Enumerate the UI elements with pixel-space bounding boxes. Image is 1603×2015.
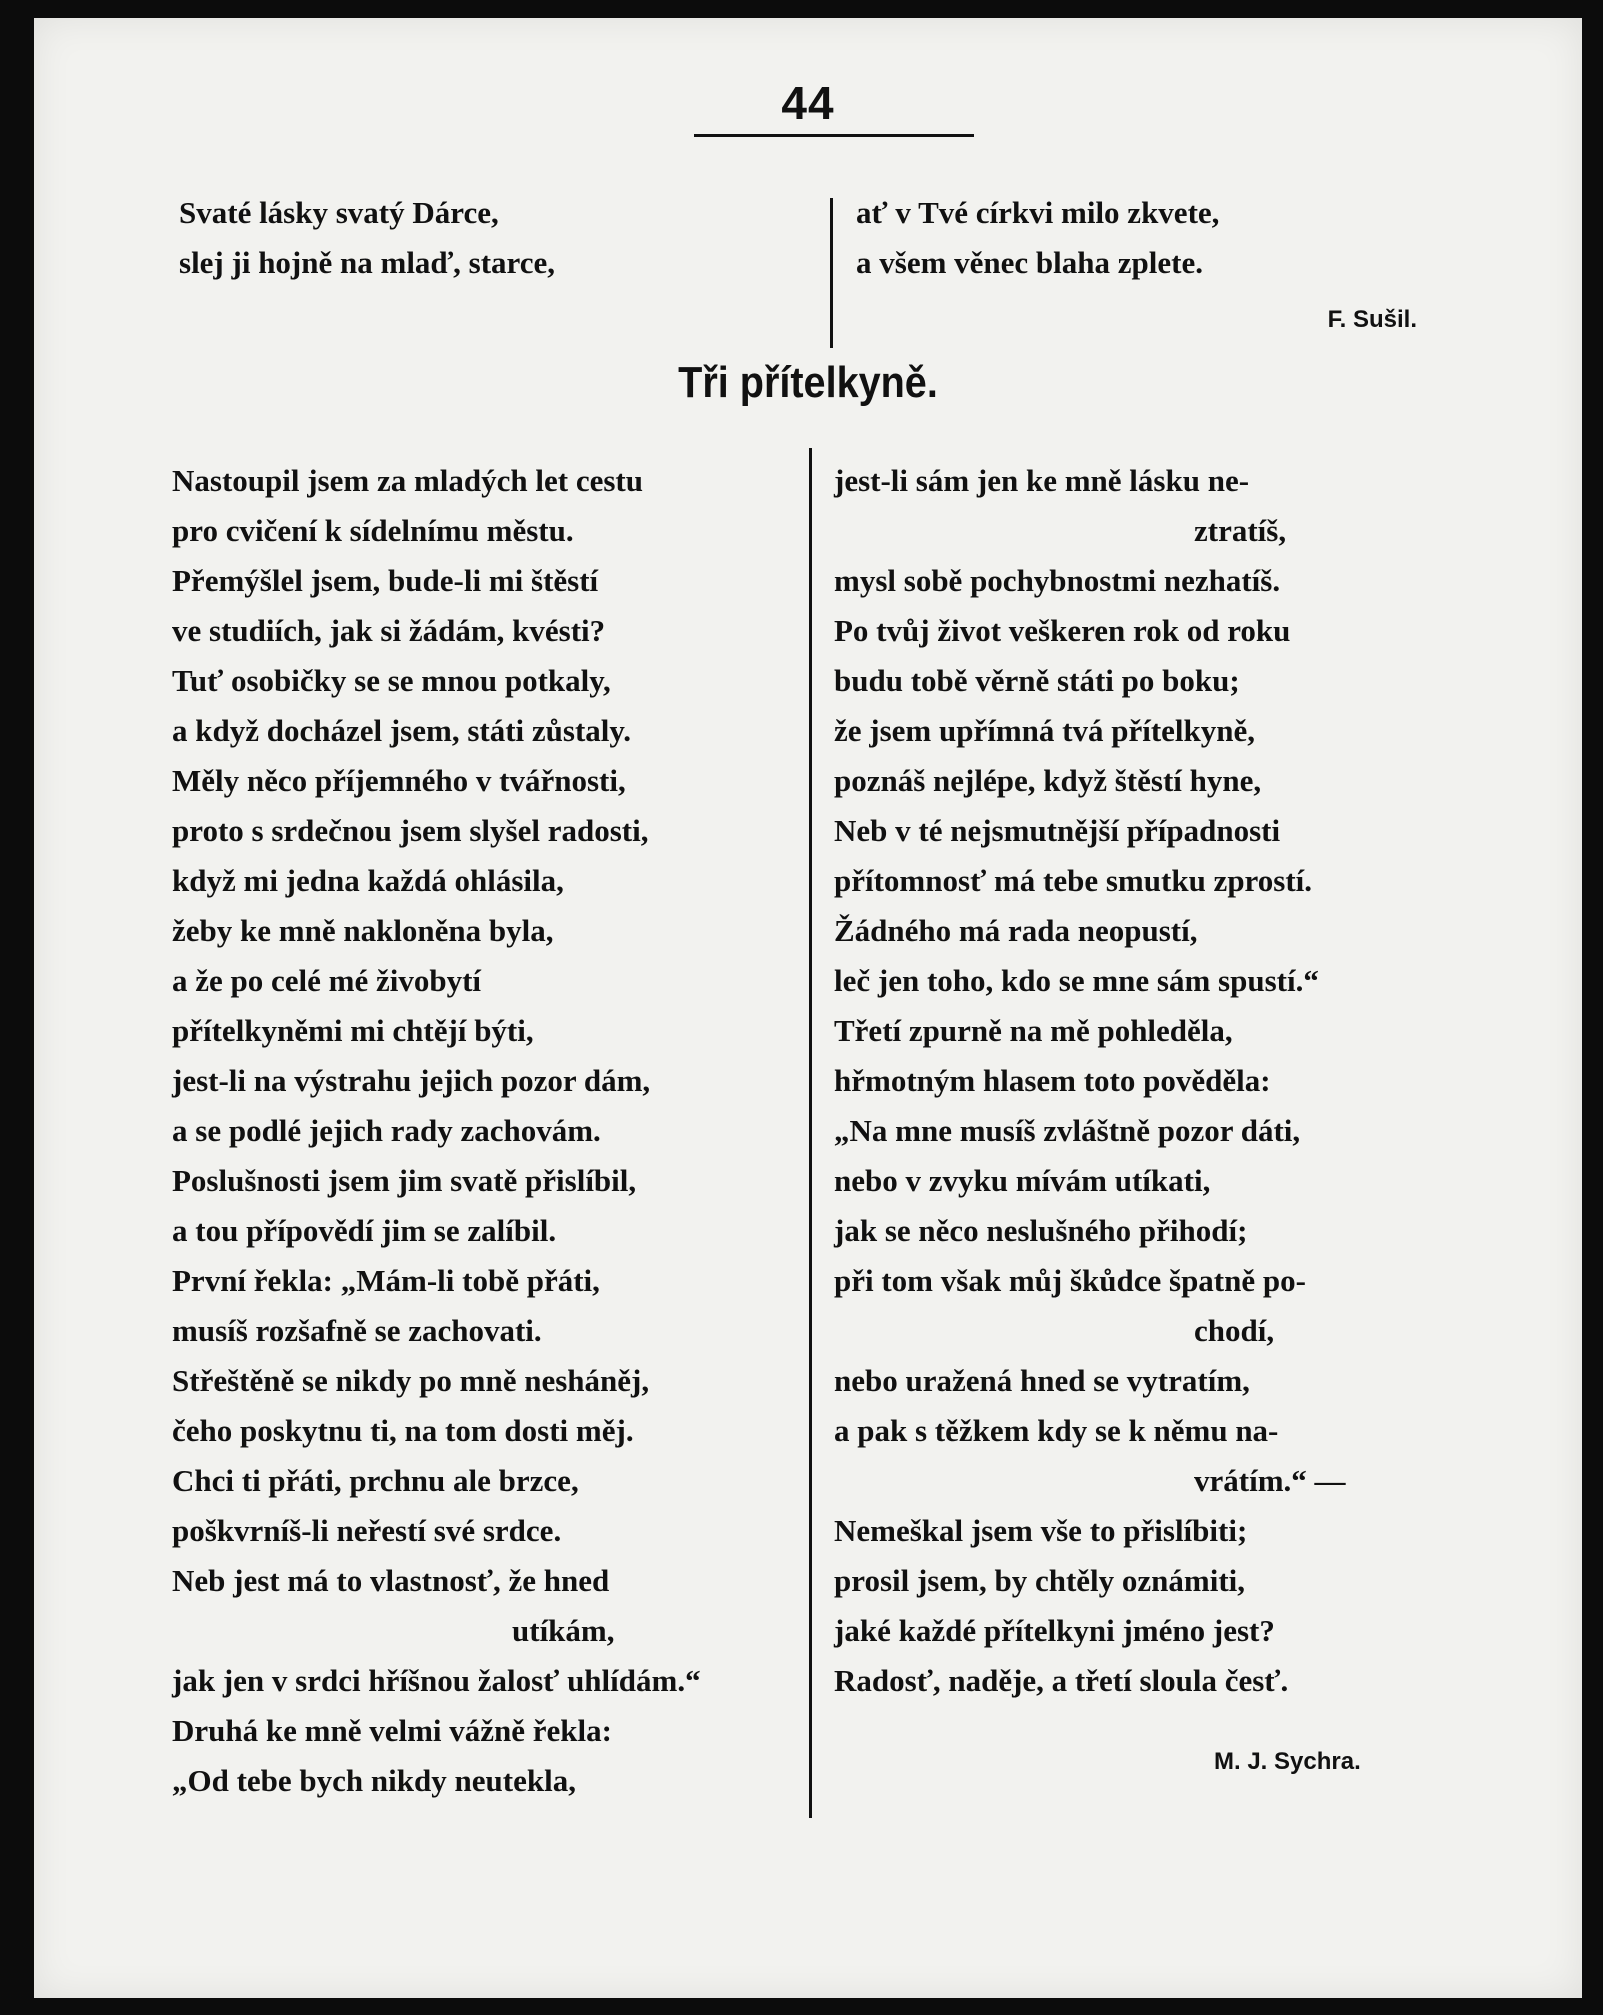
poem-left-column	[172, 456, 792, 1806]
poem-line: jak jen v srdci hříšnou žalosť uhlídám.“	[172, 1663, 701, 1698]
poem-line: hřmotným hlasem toto pověděla:	[834, 1063, 1271, 1098]
poem-line: musíš rozšafně se zachovati.	[172, 1313, 542, 1348]
poem-line: a tou přípovědí jim se zalíbil.	[172, 1213, 557, 1248]
poem-line: Poslušnosti jsem jim svatě přislíbil,	[172, 1163, 637, 1198]
poem-line: přítomnosť má tebe smutku zprostí.	[834, 863, 1313, 898]
poem-line: a že po celé mé živobytí	[172, 963, 482, 998]
top-poem-line: ať v Tvé církvi milo zkvete,	[856, 195, 1220, 230]
poem-line: jak se něco neslušného přihodí;	[834, 1213, 1248, 1248]
column-divider-main	[809, 448, 812, 1818]
poem-line: Třetí zpurně na mě pohleděla,	[834, 1013, 1233, 1048]
book-page	[34, 18, 1582, 1998]
poem-line: Žádného má rada neopustí,	[834, 913, 1198, 948]
poem-line: Tuť osobičky se se mnou potkaly,	[172, 663, 611, 698]
top-poem-author: F. Sušil.	[1327, 306, 1417, 333]
poem-line: Po tvůj život veškeren rok od roku	[834, 613, 1291, 648]
top-poem-left	[179, 188, 555, 288]
poem-line: poznáš nejlépe, když štěstí hyne,	[834, 763, 1262, 798]
poem-line: nebo v zvyku mívám utíkati,	[834, 1163, 1211, 1198]
poem-line: a se podlé jejich rady zachovám.	[172, 1113, 601, 1148]
top-poem-line: slej ji hojně na mlaď, starce,	[179, 245, 556, 280]
poem-line: budu tobě věrně státi po boku;	[834, 663, 1240, 698]
poem-line: jaké každé přítelkyni jméno jest?	[834, 1613, 1275, 1648]
poem-line: Nastoupil jsem za mladých let cestu	[172, 463, 643, 498]
top-poem-right	[856, 188, 1219, 288]
poem-line: a pak s těžkem kdy se k němu na-	[834, 1413, 1279, 1448]
poem-line: žeby ke mně nakloněna byla,	[172, 913, 554, 948]
poem-line: leč jen toho, kdo se mne sám spustí.“	[834, 963, 1319, 998]
poem-line: Neb v té nejsmutnější případnosti	[834, 813, 1281, 848]
poem-line-continuation: utíkám,	[512, 1613, 615, 1648]
poem-line: při tom však můj škůdce špatně po-	[834, 1263, 1306, 1298]
poem-line: čeho poskytnu ti, na tom dosti měj.	[172, 1413, 634, 1448]
poem-line: proto s srdečnou jsem slyšel radosti,	[172, 813, 649, 848]
page-number: 44	[781, 77, 835, 129]
poem-line: Druhá ke mně velmi vážně řekla:	[172, 1713, 612, 1748]
poem-line: a když docházel jsem, státi zůstaly.	[172, 713, 631, 748]
poem-line: když mi jedna každá ohlásila,	[172, 863, 564, 898]
poem-line-continuation: chodí,	[1194, 1313, 1275, 1348]
poem-line-continuation: vrátím.“ —	[1194, 1463, 1346, 1498]
poem-title: Tři přítelkyně.	[678, 358, 938, 407]
header-rule	[694, 134, 974, 137]
poem-line: jest-li na výstrahu jejich pozor dám,	[172, 1063, 651, 1098]
poem-line: Střeštěně se nikdy po mně nesháněj,	[172, 1363, 650, 1398]
poem-line: nebo uražená hned se vytratím,	[834, 1363, 1250, 1398]
poem-line: Chci ti přáti, prchnu ale brzce,	[172, 1463, 579, 1498]
poem-line: Nemeškal jsem vše to přislíbiti;	[834, 1513, 1248, 1548]
poem-line: poškvrníš-li neřestí své srdce.	[172, 1513, 562, 1548]
poem-author: M. J. Sychra.	[1214, 1748, 1361, 1775]
poem-line: ve studiích, jak si žádám, kvésti?	[172, 613, 606, 648]
poem-line: Radosť, naděje, a třetí sloula česť.	[834, 1663, 1289, 1698]
poem-line-continuation: ztratíš,	[1194, 513, 1287, 548]
poem-line: První řekla: „Mám-li tobě přáti,	[172, 1263, 600, 1298]
poem-line: Měly něco příjemného v tvářnosti,	[172, 763, 626, 798]
poem-line: přítelkyněmi mi chtějí býti,	[172, 1013, 534, 1048]
column-divider-top	[830, 198, 833, 348]
poem-line: pro cvičení k sídelnímu městu.	[172, 513, 574, 548]
poem-line: prosil jsem, by chtěly oznámiti,	[834, 1563, 1246, 1598]
poem-line: Neb jest má to vlastnosť, že hned	[172, 1563, 610, 1598]
poem-line: „Na mne musíš zvláštně pozor dáti,	[834, 1113, 1301, 1148]
poem-line: „Od tebe bych nikdy neutekla,	[172, 1763, 576, 1798]
top-poem-line: Svaté lásky svatý Dárce,	[179, 195, 499, 230]
poem-right-column	[834, 456, 1454, 1706]
poem-line: Přemýšlel jsem, bude-li mi štěstí	[172, 563, 599, 598]
poem-line: mysl sobě pochybnostmi nezhatíš.	[834, 563, 1281, 598]
poem-line: že jsem upřímná tvá přítelkyně,	[834, 713, 1256, 748]
top-poem-line: a všem věnec blaha zplete.	[856, 245, 1203, 280]
poem-line: jest-li sám jen ke mně lásku ne-	[834, 463, 1250, 498]
